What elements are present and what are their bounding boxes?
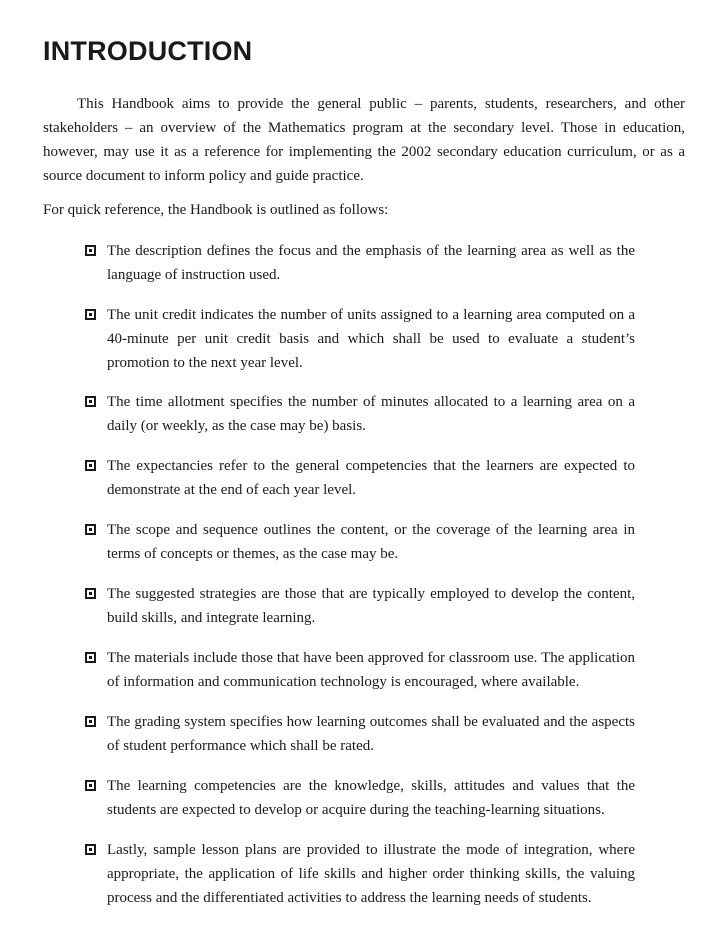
list-item-text: The learning competencies are the knowledge, skills, attitudes and values that the students are expected to develop or acquire during the teaching-learning situations. bbox=[107, 778, 635, 818]
square-bullet-icon bbox=[85, 396, 96, 407]
list-item-text: The description defines the focus and the emphasis of the learning area as well as the language of instruction used. bbox=[107, 243, 635, 283]
square-bullet-icon bbox=[85, 245, 96, 256]
square-bullet-icon bbox=[85, 524, 96, 535]
square-bullet-icon bbox=[85, 309, 96, 320]
list-item-text: The unit credit indicates the number of units assigned to a learning area computed on a 40-minute per unit credit basis and which shall be used to evaluate a student’s promotion to the next year level. bbox=[107, 307, 635, 371]
intro-paragraph: This Handbook aims to provide the general public – parents, students, researchers, and other stakeholders – an overview of the Mathematics program at the secondary level. Those in education, however, may use it as a reference for implementing the 2002 secondary education curriculum, or as a source document to inform policy and guide practice. bbox=[43, 96, 685, 184]
list-item-text: Lastly, sample lesson plans are provided to illustrate the mode of integration, where appropriate, the application of life skills and higher order thinking skills, the valuing process and the differentiated activities to address the learning needs of students. bbox=[107, 842, 635, 906]
outline-lead: For quick reference, the Handbook is outlined as follows: bbox=[43, 202, 389, 218]
list-item-text: The suggested strategies are those that are typically employed to develop the content, build skills, and integrate learning. bbox=[107, 586, 635, 626]
square-bullet-icon bbox=[85, 780, 96, 791]
list-item-text: The grading system specifies how learning outcomes shall be evaluated and the aspects of student performance which shall be rated. bbox=[107, 714, 635, 754]
list-item-text: The scope and sequence outlines the content, or the coverage of the learning area in terms of concepts or themes, as the case may be. bbox=[107, 522, 635, 562]
list-item-text: The materials include those that have been approved for classroom use. The application of information and communication technology is encouraged, where available. bbox=[107, 650, 635, 690]
square-bullet-icon bbox=[85, 716, 96, 727]
list-item-text: The time allotment specifies the number of minutes allocated to a learning area on a daily (or weekly, as the case may be) basis. bbox=[107, 394, 635, 434]
page-title: INTRODUCTION bbox=[43, 36, 253, 66]
square-bullet-icon bbox=[85, 588, 96, 599]
square-bullet-icon bbox=[85, 652, 96, 663]
square-bullet-icon bbox=[85, 460, 96, 471]
square-bullet-icon bbox=[85, 844, 96, 855]
list-item-text: The expectancies refer to the general competencies that the learners are expected to demonstrate at the end of each year level. bbox=[107, 458, 635, 498]
